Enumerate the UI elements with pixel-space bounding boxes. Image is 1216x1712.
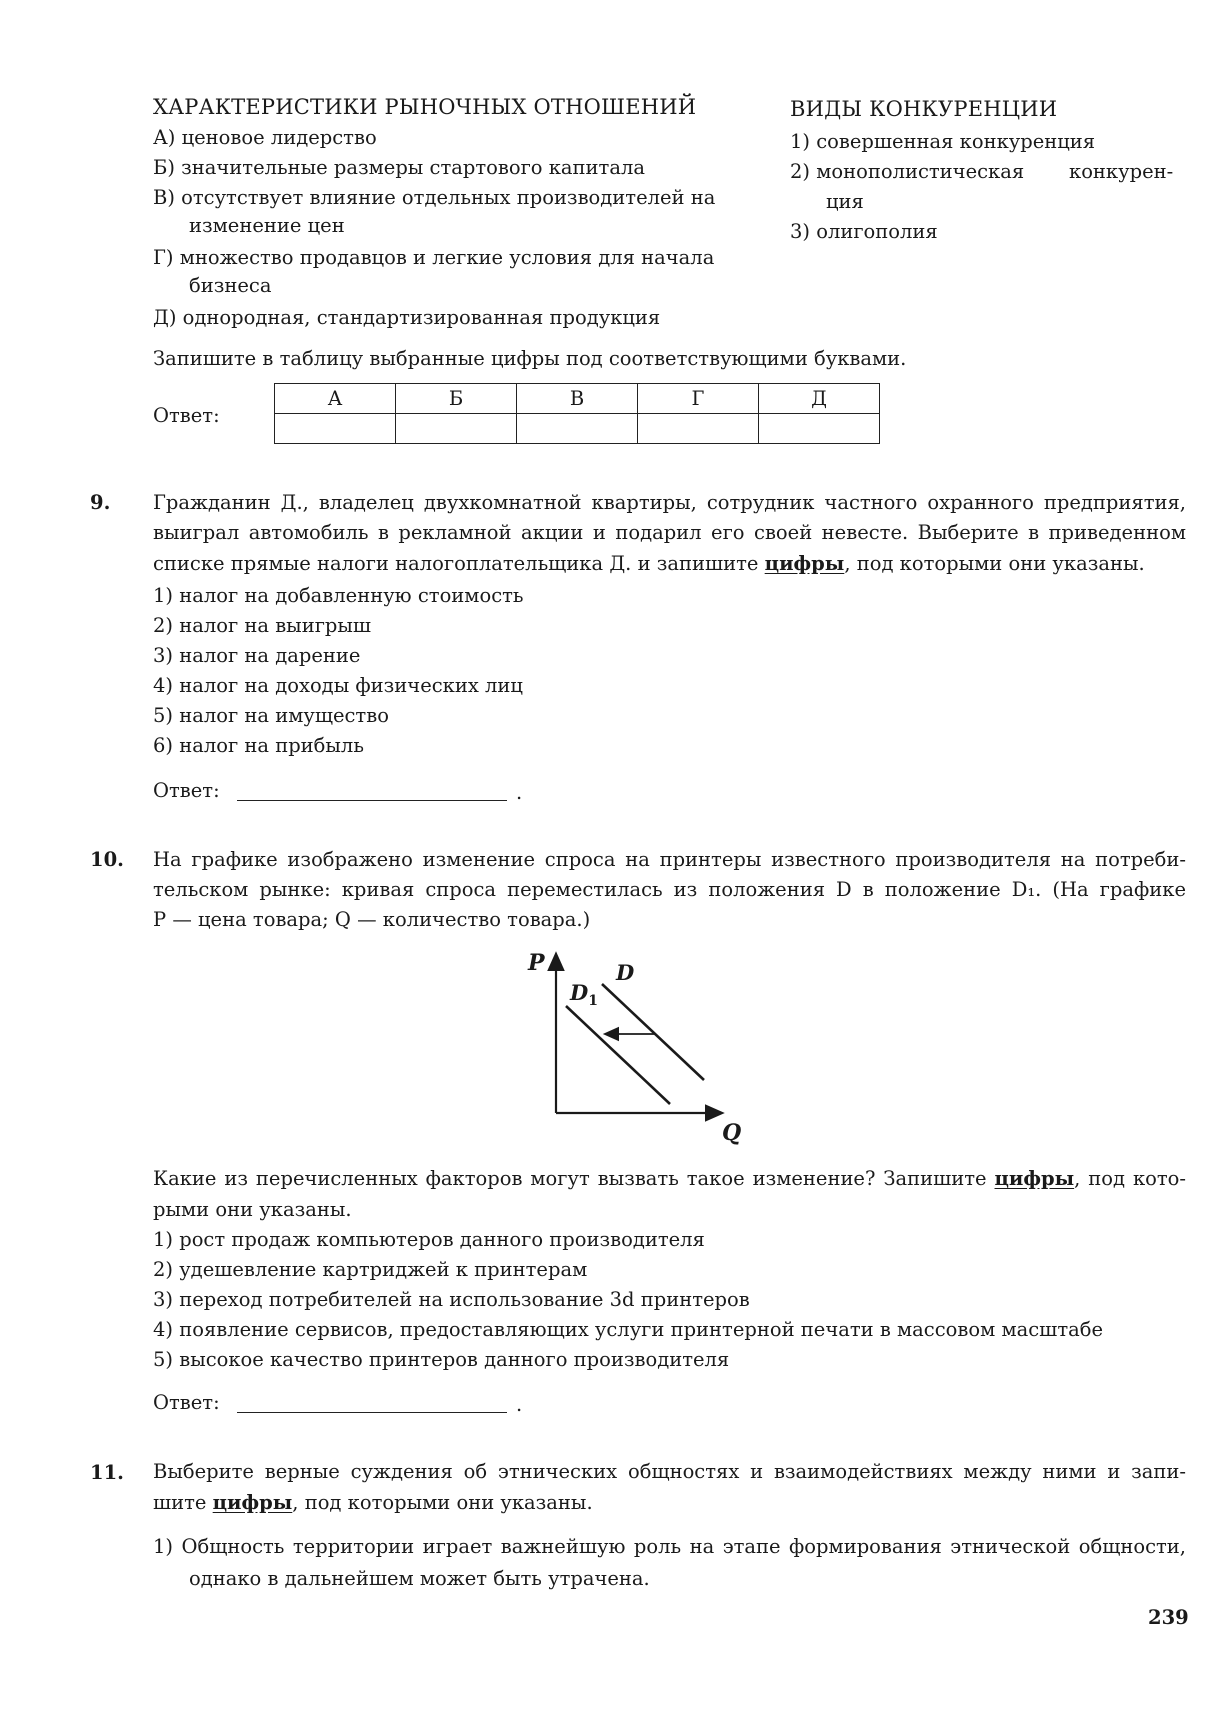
answer-label-8: Ответ: — [153, 404, 220, 427]
characteristic-d: Д) однородная, стандартизированная продукция — [153, 306, 661, 329]
task-9-option-2: 2) налог на выигрыш — [153, 614, 372, 637]
task-11-line-2 — [153, 1490, 593, 1516]
competition-type-1: 1) совершенная конкуренция — [790, 130, 1096, 153]
characteristic-g-cont: бизнеса — [189, 274, 272, 297]
quantity-axis-label: Q — [722, 1120, 742, 1146]
competition-type-3: 3) олигополия — [790, 220, 938, 243]
answer-dot-9: . — [516, 781, 523, 804]
task-11-number: 11. — [90, 1461, 124, 1484]
task-10-line-1: На графике изображено изменение спроса на принтеры известного производителя на потреби- — [153, 848, 1186, 871]
task-9-option-4: 4) налог на доходы физических лиц — [153, 674, 523, 697]
competition-type-2: 2) монополистическая — [790, 160, 1025, 183]
task-10-number: 10. — [90, 848, 124, 871]
page-number: 239 — [1148, 1606, 1189, 1629]
characteristic-v: В) отсутствует влияние отдельных производителей на — [153, 186, 716, 209]
price-axis-label: P — [528, 950, 545, 976]
answer-field-10[interactable] — [237, 1412, 507, 1413]
answer-table-header-a: А — [275, 384, 396, 414]
task-9-option-6: 6) налог на прибыль — [153, 734, 364, 757]
task-11-digits-emphasis: цифры — [212, 1491, 293, 1514]
task-10-option-1: 1) рост продаж компьютеров данного производителя — [153, 1228, 705, 1251]
task-9-option-3: 3) налог на дарение — [153, 644, 361, 667]
characteristic-g: Г) множество продавцов и легкие условия для начала — [153, 246, 715, 269]
task-9-line-3 — [153, 551, 1145, 577]
curve-d1-label — [569, 980, 598, 1009]
task-9-line-3-start: списке прямые налоги налогоплательщика Д. и запишите — [153, 552, 765, 575]
answer-table-header-d: Д — [759, 384, 880, 414]
task-10-question-line-2: рыми они указаны. — [153, 1198, 352, 1221]
curve-d1-letter: D — [570, 980, 589, 1005]
task-9-line-2: выиграл автомобиль в рекламной акции и подарил его своей невесте. Выберите в приведенном — [153, 521, 1186, 544]
task-9-digits-emphasis: цифры — [764, 552, 845, 575]
answer-cell-v[interactable] — [517, 414, 638, 444]
answer-table-header-v: В — [517, 384, 638, 414]
task-11-option-1-line-1: 1) Общность территории играет важнейшую роль на этапе формирования этнической общности, — [153, 1535, 1186, 1558]
task-10-question-start: Какие из перечисленных факторов могут вызвать такое изменение? Запишите — [153, 1167, 995, 1190]
market-characteristics-heading: ХАРАКТЕРИСТИКИ РЫНОЧНЫХ ОТНОШЕНИЙ — [153, 95, 697, 119]
task-10-option-2: 2) удешевление картриджей к принтерам — [153, 1258, 588, 1281]
curve-d1-subscript: 1 — [588, 993, 598, 1009]
answer-label-10: Ответ: — [153, 1391, 220, 1414]
task-10-option-5: 5) высокое качество принтеров данного производителя — [153, 1348, 730, 1371]
competition-type-2-cont: ция — [826, 190, 864, 213]
curve-d-label: D — [616, 960, 635, 985]
answer-dot-10: . — [516, 1393, 523, 1416]
demand-curve-d1 — [566, 1006, 670, 1104]
answer-table-header-g: Г — [638, 384, 759, 414]
task-9-line-3-end: , под которыми они указаны. — [844, 552, 1145, 575]
answer-field-9[interactable] — [237, 800, 507, 801]
demand-curve-d — [602, 984, 704, 1080]
answer-table-header-b: Б — [396, 384, 517, 414]
characteristic-v-cont: изменение цен — [189, 214, 345, 237]
characteristic-a: А) ценовое лидерство — [153, 126, 377, 149]
task-9-number: 9. — [90, 491, 111, 514]
task-10-question-end: , под кото- — [1074, 1167, 1186, 1190]
task-11-option-1-line-2: однако в дальнейшем может быть утрачена. — [189, 1567, 650, 1590]
table-instruction: Запишите в таблицу выбранные цифры под соответствующими буквами. — [153, 347, 907, 370]
task-9-line-1: Гражданин Д., владелец двухкомнатной квартиры, сотрудник частного охранного предприятия, — [153, 491, 1186, 514]
answer-cell-b[interactable] — [396, 414, 517, 444]
answer-table — [274, 383, 880, 444]
task-10-question-line-1 — [153, 1164, 1186, 1194]
task-11-line-2-start: шите — [153, 1491, 213, 1514]
characteristic-b: Б) значительные размеры стартового капитала — [153, 156, 645, 179]
task-9-option-1: 1) налог на добавленную стоимость — [153, 584, 524, 607]
demand-shift-graph — [520, 948, 760, 1148]
task-10-line-3: P — цена товара; Q — количество товара.) — [153, 908, 591, 931]
answer-cell-g[interactable] — [638, 414, 759, 444]
answer-cell-a[interactable] — [275, 414, 396, 444]
task-10-option-4: 4) появление сервисов, предоставляющих услуги принтерной печати в массовом масштабе — [153, 1318, 1104, 1341]
task-11-line-2-end: , под которыми они указаны. — [292, 1491, 593, 1514]
answer-label-9: Ответ: — [153, 779, 220, 802]
competition-types-heading: ВИДЫ КОНКУРЕНЦИИ — [790, 97, 1058, 121]
answer-cell-d[interactable] — [759, 414, 880, 444]
task-9-option-5: 5) налог на имущество — [153, 704, 389, 727]
task-10-line-2: тельском рынке: кривая спроса переместилась из положения D в положение D₁. (На графике — [153, 878, 1186, 901]
task-10-digits-emphasis: цифры — [994, 1167, 1075, 1190]
competition-type-2-hyphen: конкурен- — [1069, 160, 1174, 183]
task-11-line-1: Выберите верные суждения об этнических общностях и взаимодействиях между ними и запи- — [153, 1460, 1186, 1483]
task-10-option-3: 3) переход потребителей на использование 3d принтеров — [153, 1288, 750, 1311]
